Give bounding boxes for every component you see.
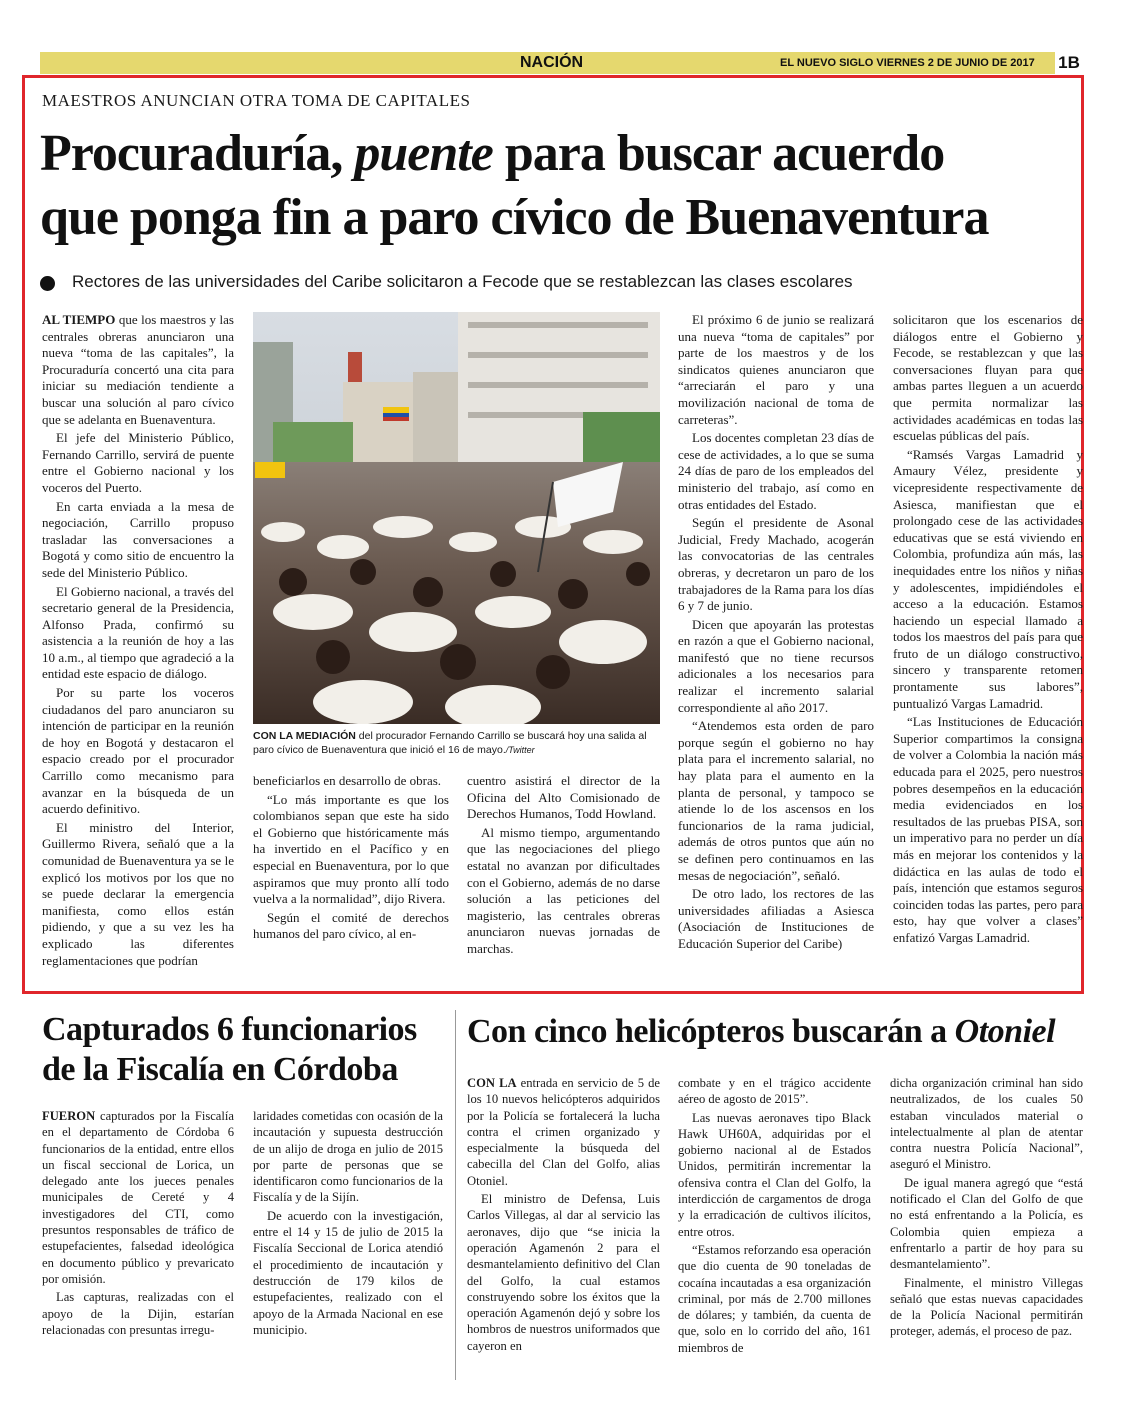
paragraph: FUERON capturados por la Fiscalía en el departamento de Córdoba 6 funcionarios de la entidad, entre ellos un fiscal seccional de Lorica, un delegado ante los jueces penales municipales de Cereté y 4 investigadores del CTI, como presuntos responsables de tráfico de estupefacientes, falsedad ideológica en documento público y prevaricato por omisión. (42, 1109, 234, 1286)
paragraph: El ministro de Defensa, Luis Carlos Villegas, al dar al servicio las aeronaves, dijo que “se inicia la operación Agamenón 2 para el desmantelamiento definitivo del Clan del Golfo, la cual estamos construyendo sobre los éxitos que la operación Agamenón dejó y sobre los hombros de nuestros uniformados que cayeron en (467, 1192, 660, 1353)
paragraph: cuentro asistirá el director de la Oficina del Alto Comisionado de Derechos Humanos, Todd Howland. (467, 773, 660, 822)
paragraph: El ministro del Interior, Guillermo Rivera, señaló que a la comunidad de Buenaventura ya se le explicó los motivos por los que no se puede declarar la emergencia manifiesta, como ellos están pidiendo, y que a su vez les ha explicado las diferentes reglamentaciones que podrían (42, 819, 234, 968)
headline-italic-name: Otoniel (954, 1013, 1056, 1050)
paragraph: “Atendemos esta orden de paro porque según el gobierno no hay plata para el incremento salarial, no hay plata para el aumento en la planta de personal, y tampoco se atiende lo de los ascensos en los funcionarios de la rama judicial, además de otros puntos que aún no se definen pero continuamos en las mesas de negociación”, señaló. (678, 718, 874, 883)
publication-name: EL NUEVO SIGLO (780, 57, 874, 69)
paragraph: El Gobierno nacional, a través del secretario general de la Presidencia, Alfonso Prada, confirmó su asistencia a la reunión de hoy a las 10 a.m., al tiempo que agradeció a la entidad este espacio de diálogo. (42, 583, 234, 682)
main-column-3 (467, 773, 660, 960)
article3-column-1 (467, 1075, 660, 1356)
paragraph: El jefe del Ministerio Público, Fernando Carrillo, servirá de puente entre el Gobierno nacional y los voceros del Puerto. (42, 430, 234, 495)
paragraph: Según el comité de derechos humanos del paro cívico, al en- (253, 909, 449, 942)
paragraph: Por su parte los voceros ciudadanos del paro anunciaron su intención de participar en la reunión de hoy en Bogotá y destacaron el espacio creado por el procurador Carrillo como mecanismo para avanzar en la búsqueda de un acuerdo definitivo. (42, 685, 234, 817)
lead-in: CON LA (467, 1076, 517, 1090)
paragraph: Los docentes completan 23 días de cese de actividades, a lo que se suma 24 días de paro de los empleados del ministerio del trabajo, así como en otras entidades del Estado. (678, 430, 874, 512)
issue-date: VIERNES 2 DE JUNIO DE 2017 (876, 57, 1035, 69)
protest-photo (253, 312, 660, 724)
main-column-1 (42, 312, 234, 971)
paragraph: Según el presidente de Asonal Judicial, Fredy Machado, acogerán las convocatorias de las centrales obreras, y decretaron un paro de los trabajadores de la Rama para los días 6 y 7 de junio. (678, 515, 874, 614)
article3-column-2 (678, 1075, 871, 1358)
section-name: NACIÓN (520, 54, 584, 71)
headline-line-2: que ponga fin a paro cívico de Buenaventura (40, 189, 989, 246)
paragraph: De otro lado, los rectores de las universidades afiliadas a Asiesca (Asociación de Instituciones de Educación Superior del Caribe) (678, 886, 874, 951)
paragraph: dicha organización criminal han sido neutralizados, de los cuales 50 estaban vinculados material o intelectualmente al plan de atentar contra nuestra Policía Nacional”, aseguró el Ministro. (890, 1076, 1083, 1172)
paragraph: De acuerdo con la investigación, entre el 14 y 15 de julio de 2015 la Fiscalía Seccional de Lorica atendió el procedimiento de incautación y destrucción de 179 kilos de estupefacientes, realizado con el apoyo de la Armada Nacional en ese municipio. (253, 1208, 443, 1337)
paragraph: Las capturas, realizadas con el apoyo de la Dijin, estarían relacionadas con presuntas irregu- (42, 1290, 234, 1337)
page-number: 1B (1055, 52, 1083, 74)
photo-caption: CON LA MEDIACIÓN del procurador Fernando Carrillo se buscará hoy una salida al paro cívico de Buenaventura que inició el 16 de mayo./Twitter (253, 730, 647, 756)
publication-date-line (780, 52, 1035, 74)
headline-line-1: Procuraduría, puente para buscar acuerdo (40, 125, 945, 182)
caption-lead: CON LA MEDIACIÓN (253, 730, 356, 742)
lead-in: FUERON (42, 1109, 96, 1123)
article2-column-1 (42, 1108, 234, 1340)
lead-in: AL TIEMPO (42, 312, 116, 327)
paragraph: Finalmente, el ministro Villegas señaló que estas nuevas capacidades de la Policía Nacional permitirán proteger, además, el proceso de paz. (890, 1275, 1083, 1339)
article3-headline: Con cinco helicópteros buscarán a Otoniel (467, 1013, 1056, 1050)
paragraph: AL TIEMPO que los maestros y las centrales obreras anunciaron una nueva “toma de las capitales”, la Procuraduría concertó una cita para iniciar su mediación tendiente a buscar una solución al paro cívico que se adelanta en Buenaventura. (42, 312, 234, 427)
paragraph: De igual manera agregó que “está notificado el Clan del Golfo de que no está enfrentando a la Policía, es Colombia quien empieza a enfrentarlo a partir de hoy para su desmantelamiento”. (890, 1175, 1083, 1272)
paragraph: Las nuevas aeronaves tipo Black Hawk UH60A, adquiridas por el gobierno nacional al de Estados Unidos, permitirán incrementar la ofensiva contra el Clan del Golfo, la interdicción de cargamentos de droga y la erradicación de cultivos ilícitos, entre otros. (678, 1110, 871, 1239)
main-column-5 (893, 312, 1083, 949)
article-kicker: MAESTROS ANUNCIAN OTRA TOMA DE CAPITALES (42, 91, 471, 110)
paragraph: CON LA entrada en servicio de 5 de los 10 nuevos helicópteros adquiridos por la Policía se fortalecerá la lucha contra el crimen organizado y especialmente la búsqueda del cabecilla del Clan del Golfo, alias Otoniel. (467, 1076, 660, 1188)
bullet-icon (40, 276, 55, 291)
article2-headline (42, 1010, 452, 1090)
article3-column-3 (890, 1075, 1083, 1342)
article2-column-2 (253, 1108, 443, 1340)
paragraph: “Estamos reforzando esa operación que dio cuenta de 90 toneladas de cocaína incautadas a esa organización criminal, por más de 2.700 millones de dólares; y también, da cuenta de que, solo en lo corrido del año, 161 miembros de (678, 1242, 871, 1355)
paragraph: Dicen que apoyarán las protestas en razón a que el Gobierno nacional, manifestó que no tiene recursos adicionales a los necesarios para realizar el incremento salarial correspondiente al año 2017. (678, 616, 874, 715)
paragraph: “Ramsés Vargas Lamadrid y Amaury Vélez, presidente y vicepresidente respectivamente de Asiesca, manifiestan que el prolongado cese de las actividades educativas que se está viviendo en Colombia, profundiza aún más, las inequidades entre los niños y niñas y adolescentes, impidiéndoles el acceso a la educación. Estamos haciendo un especial llamado a todos los maestros del país para que fruto de un diálogo constructivo, sincero y transparente retomen prontamente sus labores”, puntualizó Vargas Lamadrid. (893, 446, 1083, 711)
headline-line-2: de la Fiscalía en Córdoba (42, 1051, 398, 1088)
paragraph: En carta enviada a la mesa de negociación, Carrillo propuso trasladar las conversaciones a Bogotá y como sitio de encuentro la sede del Ministerio Público. (42, 498, 234, 580)
paragraph: solicitaron que los escenarios de diálogos entre el Gobierno y Fecode, se restablezcan y que las conversaciones fluyan para que ambas partes lleguen a un acuerdo que permita normalizar las actividades académicas en todas las escuelas públicas del país. (893, 312, 1083, 444)
photo-credit: /Twitter (505, 745, 535, 755)
headline-italic-word: puente (354, 125, 493, 182)
main-headline (40, 122, 1090, 250)
main-column-2 (253, 773, 449, 945)
paragraph: beneficiarlos en desarrollo de obras. (253, 773, 442, 788)
main-column-4 (678, 312, 874, 955)
paragraph: El próximo 6 de junio se realizará una nueva “toma de capitales” por parte de los maestros y de los sindicatos quienes anunciaron que “arreciarán el paro y una movilización nacional de toma de carreteras”. (678, 312, 874, 427)
paragraph: combate y en el trágico accidente aéreo de agosto de 2015”. (678, 1076, 871, 1107)
paragraph: Al mismo tiempo, argumentando que las negociaciones del pliego estatal no avanzan por dificultades con el Gobierno, además de no darse solución a las peticiones del magisterio, las centrales obreras anunciaron nuevas jornadas de marchas. (467, 824, 660, 956)
headline-line-1: Capturados 6 funcionarios (42, 1011, 417, 1048)
article-summary: Rectores de las universidades del Caribe solicitaron a Fecode que se restablezcan las clases escolares (72, 272, 853, 291)
paragraph: “Las Instituciones de Educación Superior compartimos la consigna de volver a Colombia la nación más educada para el 2025, pero nuestros pobres desempeños en la educación media evidenciados en los resultados de las pruebas PISA, son un imperativo para no perder un día más en mejorar los contenidos y la didáctica en las aulas de todo el país, intención que estamos seguros coinciden todas las partes, pero para esto, hay que volver a clases” enfatizó Vargas Lamadrid. (893, 714, 1083, 945)
paragraph: “Lo más importante es que los colombianos sepan que este ha sido el Gobierno que históricamente más ha invertido en el Pacífico y en especial en Buenaventura, por lo que aspiramos que muy pronto allí todo vuelva a la normalidad”, dijo Rivera. (253, 791, 449, 907)
column-divider (455, 1010, 456, 1380)
paragraph: laridades cometidas con ocasión de la incautación y supuesta destrucción de un alijo de droga en julio de 2015 por parte de personas que se identificaron como funcionarios de la Fiscalía y de la Sijín. (253, 1109, 443, 1205)
